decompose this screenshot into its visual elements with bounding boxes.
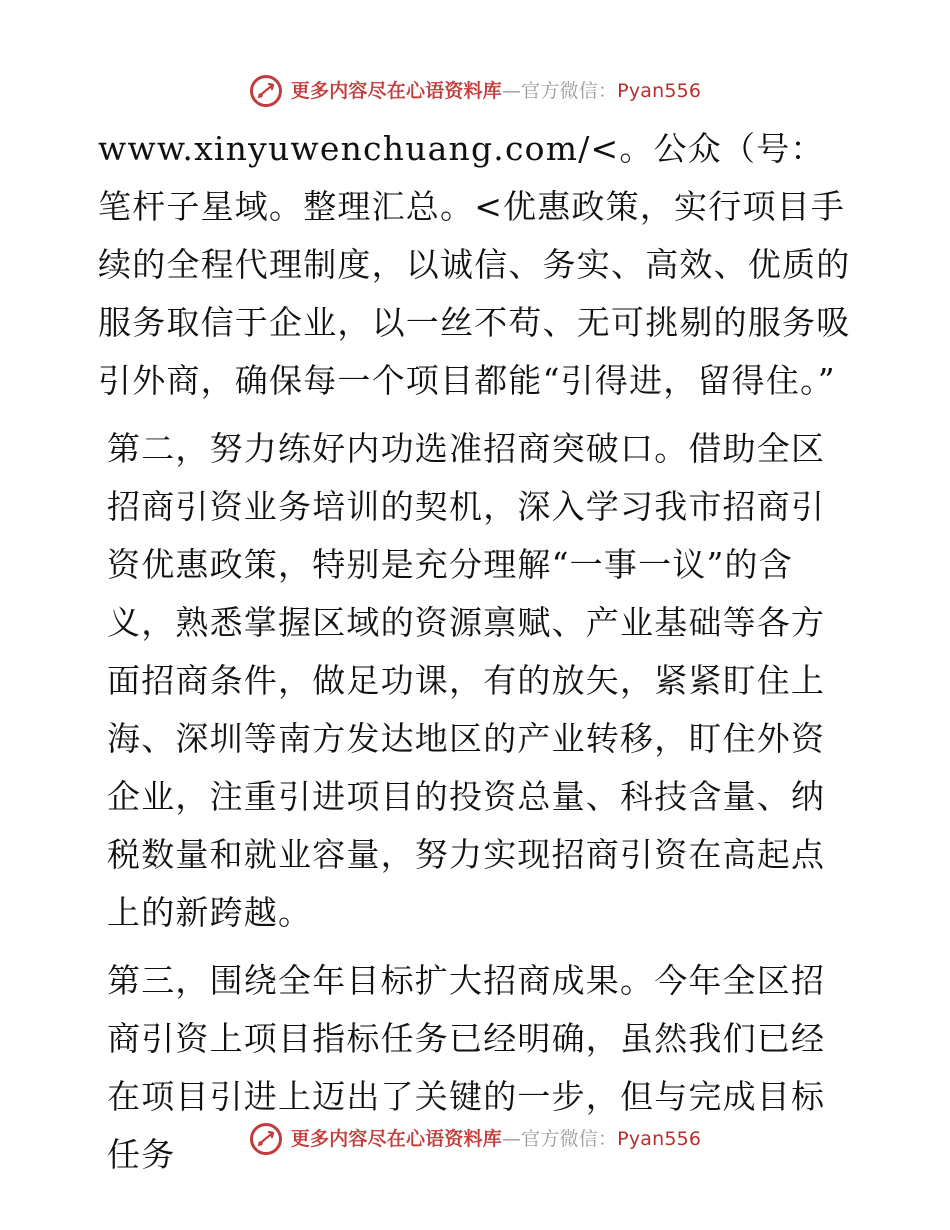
document-body bbox=[98, 120, 858, 1184]
header-watermark bbox=[0, 71, 950, 111]
watermark-wechat-id: Pyan556 bbox=[617, 79, 702, 102]
watermark-wechat-id: Pyan556 bbox=[617, 1127, 702, 1150]
watermark-colon: ： bbox=[597, 1127, 618, 1150]
paragraph-1: www.xinyuwenchuang.com/<。公众（号：笔杆子星域。整理汇总。<优惠政策，实行项目手续的全程代理制度，以诚信、务实、高效、优质的服务取信于企业，以一丝不苟、无可挑剔的服务吸引外商，确保每一个项目都能“引得进，留得住。” bbox=[98, 129, 851, 400]
watermark-text-group bbox=[290, 79, 702, 102]
watermark-colon: ： bbox=[597, 79, 618, 102]
watermark-main-text: 更多内容尽在心语资料库 bbox=[290, 1127, 502, 1150]
paragraph-2: 第二，努力练好内功选准招商突破口。借助全区招商引资业务培训的契机，深入学习我市招商引资优惠政策，特别是充分理解“一事一议”的含义，熟悉掌握区域的资源禀赋、产业基础等各方面招商条件，做足功课，有的放矢，紧紧盯住上海、深圳等南方发达地区的产业转移，盯住外资企业，注重引进项目的投资总量、科技含量、纳税数量和就业容量，努力实现招商引资在高起点上的新跨越。 bbox=[107, 429, 826, 932]
watermark-label: 官方微信 bbox=[521, 1127, 598, 1150]
brand-logo-icon bbox=[249, 74, 283, 108]
watermark-label: 官方微信 bbox=[521, 79, 598, 102]
watermark-main-text: 更多内容尽在心语资料库 bbox=[290, 79, 502, 102]
footer-watermark bbox=[0, 1119, 950, 1159]
brand-logo-icon bbox=[249, 1122, 283, 1156]
watermark-separator: — bbox=[501, 1127, 522, 1150]
watermark-text-group bbox=[290, 1127, 702, 1150]
watermark-separator: — bbox=[501, 79, 522, 102]
paragraph-3: 第三，围绕全年目标扩大招商成果。今年全区招商引资上项目指标任务已经明确，虽然我们已经在项目引进上迈出了关键的一步，但与完成目标任务 bbox=[107, 961, 826, 1174]
